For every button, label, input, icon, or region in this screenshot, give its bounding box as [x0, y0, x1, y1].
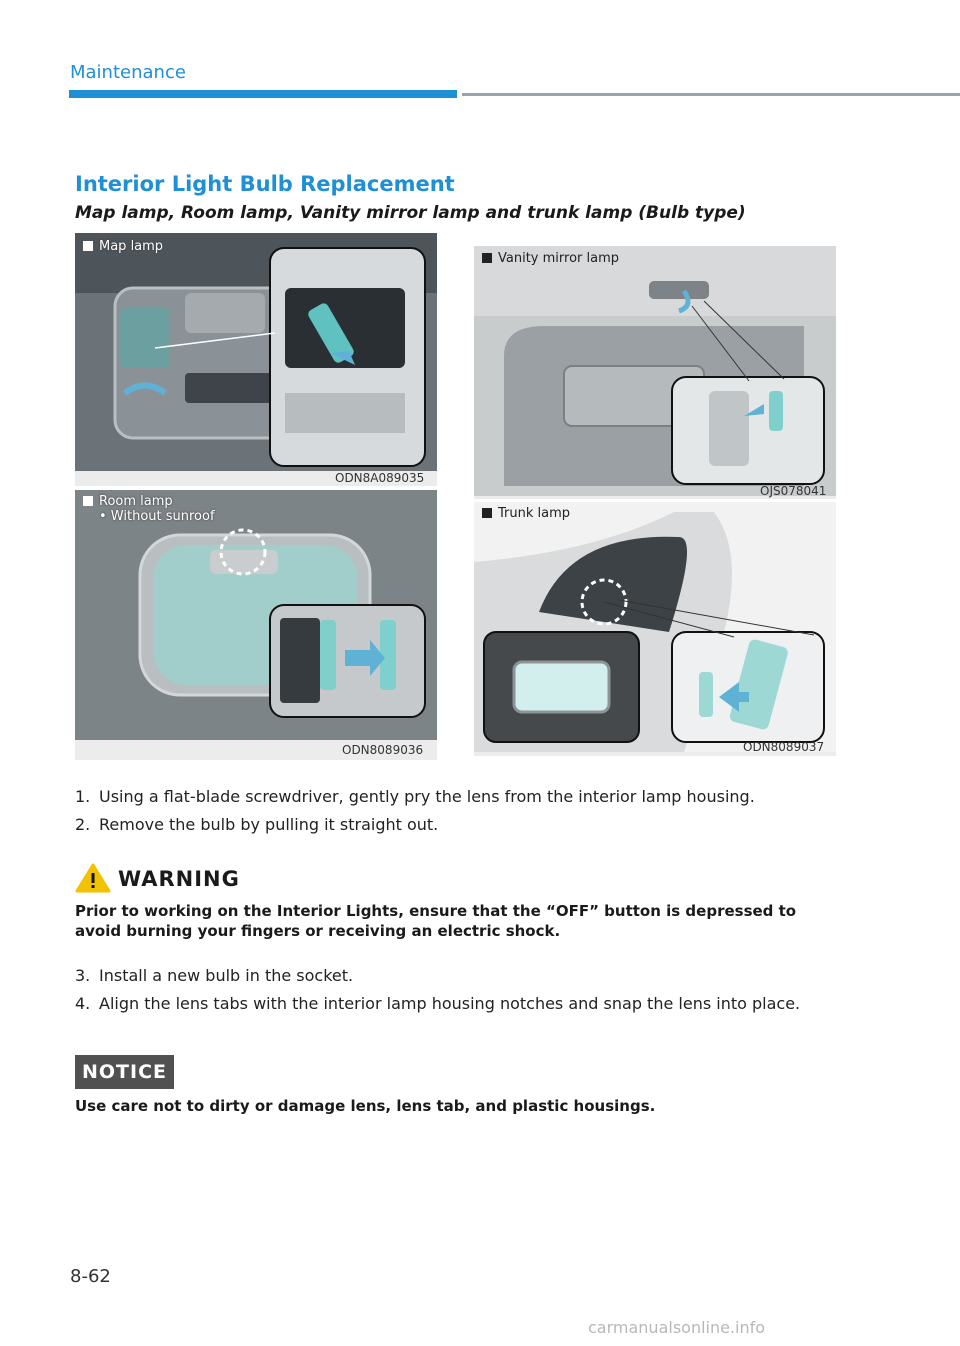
bullet-square-icon: [83, 241, 93, 251]
steps-list-a: [75, 787, 829, 835]
step-item: 3. Install a new bulb in the socket.: [75, 966, 354, 985]
bullet-square-icon: [482, 253, 492, 263]
section-subtitle: Map lamp, Room lamp, Vanity mirror lamp and trunk lamp (Bulb type): [75, 203, 746, 223]
vanity-lamp-illustration: [474, 246, 836, 499]
trunk-lamp-code: ODN8089037: [743, 740, 825, 754]
header-rule: [462, 93, 960, 96]
vanity-lamp-figure: [474, 246, 836, 499]
step-item: 1. Using a flat-blade screwdriver, gently pry the lens from the interior lamp housing.: [75, 787, 755, 806]
trunk-lamp-illustration: [474, 502, 836, 756]
map-lamp-illustration: [75, 233, 437, 486]
warning-title: WARNING: [118, 867, 240, 891]
vanity-lamp-label: Vanity mirror lamp: [482, 251, 619, 266]
watermark: carmanualsonline.info: [588, 1318, 766, 1337]
step-item: 2. Remove the bulb by pulling it straight out.: [75, 815, 439, 834]
room-lamp-code: ODN8089036: [342, 743, 424, 757]
vanity-lamp-code: OJS078041: [760, 484, 827, 498]
trunk-lamp-label: Trunk lamp: [482, 506, 570, 521]
warning-triangle-icon: [75, 863, 111, 893]
bullet-square-icon: [83, 496, 93, 506]
room-lamp-figure: [75, 490, 437, 760]
room-lamp-illustration: [75, 490, 437, 760]
steps-list-b: [75, 966, 829, 1014]
map-lamp-figure: [75, 233, 437, 486]
notice-text: Use care not to dirty or damage lens, lens tab, and plastic housings.: [75, 1097, 656, 1115]
bullet-square-icon: [482, 508, 492, 518]
warning-text: Prior to working on the Interior Lights, ensure that the “OFF” button is depressed to avoid burning your fingers or receiving an electric shock.: [75, 902, 797, 940]
map-lamp-code: ODN8A089035: [335, 471, 425, 485]
notice-badge: NOTICE: [75, 1055, 174, 1089]
section-title: Interior Light Bulb Replacement: [75, 172, 455, 196]
map-lamp-label: Map lamp: [83, 239, 163, 254]
room-lamp-label: Room lamp • Without sunroof: [83, 494, 215, 524]
header-rule-accent: [69, 90, 457, 98]
page-number: 8-62: [70, 1266, 111, 1287]
header-section-title: Maintenance: [70, 62, 186, 83]
trunk-lamp-figure: [474, 502, 836, 756]
step-item: 4. Align the lens tabs with the interior lamp housing notches and snap the lens into place.: [75, 994, 801, 1013]
